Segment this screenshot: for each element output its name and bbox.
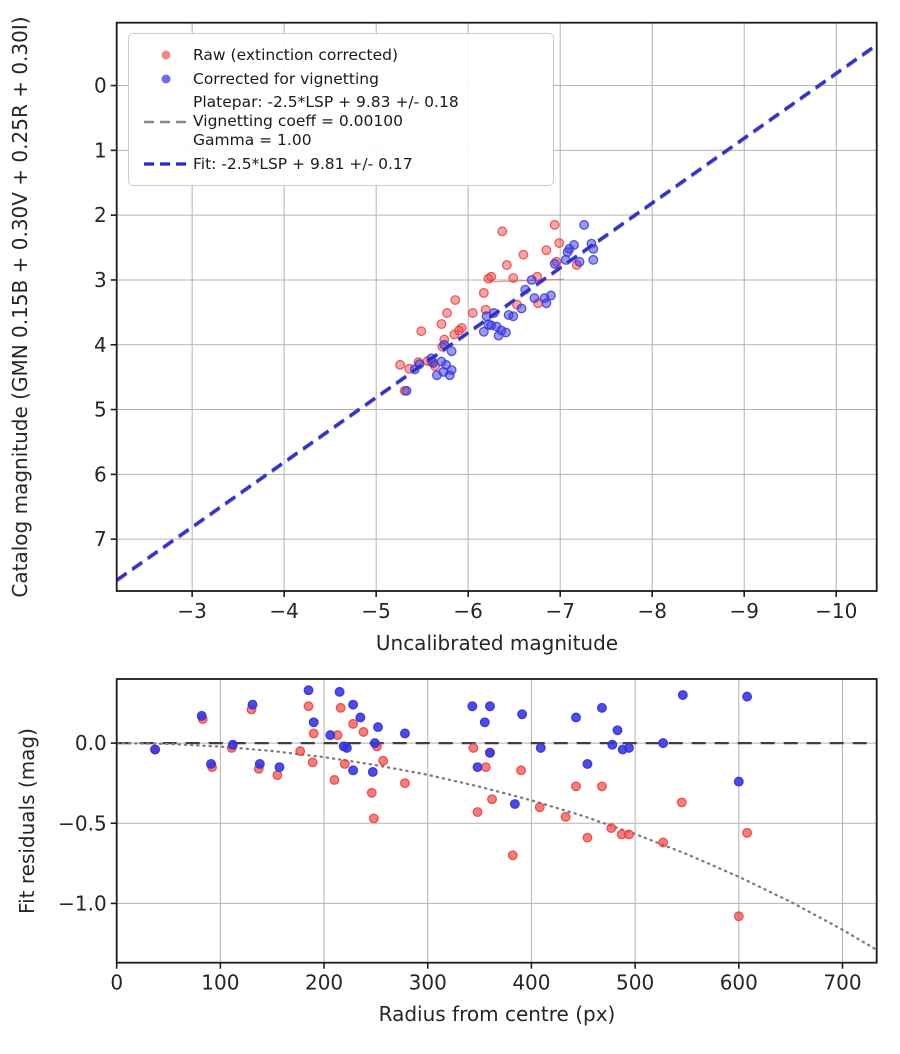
- corrected-residual-point: [536, 744, 545, 753]
- raw-residual-point: [743, 829, 752, 838]
- raw-residual-point: [330, 776, 339, 785]
- corrected-point: [547, 291, 556, 300]
- x-tick-label: −4: [269, 599, 299, 623]
- corrected-residual-point: [598, 704, 607, 713]
- corrected-point: [570, 241, 579, 250]
- raw-residual-point: [677, 798, 686, 807]
- raw-residual-point: [304, 702, 313, 711]
- bottom-xaxis-label: Radius from centre (px): [378, 1002, 616, 1026]
- raw-residual-point: [607, 824, 616, 833]
- corrected-point: [509, 312, 518, 321]
- raw-residual-point: [359, 728, 368, 737]
- legend-item-platepar: [139, 93, 543, 150]
- corrected-residual-point: [679, 691, 688, 700]
- corrected-residual-point: [326, 731, 335, 740]
- fit-line-swatch: [139, 160, 193, 168]
- corrected-point: [550, 259, 559, 268]
- corrected-residual-point: [625, 744, 634, 753]
- blue-dot-icon: [159, 72, 173, 86]
- x-tick-label: 100: [201, 970, 240, 995]
- corrected-residual-point: [335, 688, 344, 697]
- legend-label-platepar: [193, 93, 459, 150]
- raw-point: [542, 246, 551, 255]
- corrected-residual-point: [304, 686, 313, 695]
- raw-point: [417, 327, 426, 336]
- axes-spines: [117, 679, 877, 963]
- raw-residual-point: [309, 729, 318, 738]
- platepar-line-3: Gamma = 1.00: [193, 131, 312, 150]
- x-tick-label: −9: [729, 599, 759, 623]
- raw-residual-point: [273, 771, 282, 780]
- corrected-residual-point: [229, 740, 238, 749]
- corrected-residual-point: [486, 748, 495, 757]
- corrected-residual-point: [356, 713, 365, 722]
- y-tick-label: 6: [93, 462, 107, 487]
- platepar-line-swatch: [139, 119, 193, 125]
- raw-point: [396, 361, 405, 370]
- bottom-yaxis-label: Fit residuals (mag): [15, 728, 39, 914]
- raw-point: [451, 296, 460, 305]
- corrected-residual-point: [343, 744, 352, 753]
- raw-point: [555, 239, 564, 248]
- corrected-residual-point: [659, 739, 668, 748]
- corrected-point: [502, 328, 511, 337]
- top-xaxis-label: Uncalibrated magnitude: [375, 631, 619, 655]
- raw-residual-point: [349, 720, 358, 729]
- legend-label-corrected: Corrected for vignetting: [193, 70, 379, 89]
- corrected-residual-point: [735, 777, 744, 786]
- corrected-point: [447, 366, 456, 375]
- corrected-residual-point: [207, 760, 216, 769]
- x-tick-label: −8: [637, 599, 667, 623]
- y-tick-label: −0.5: [58, 811, 107, 836]
- raw-residual-point: [401, 779, 410, 788]
- corrected-point: [530, 294, 539, 303]
- x-tick-label: −5: [361, 599, 391, 623]
- y-tick-label: 2: [93, 203, 107, 228]
- raw-residual-point: [370, 814, 379, 823]
- raw-residual-point: [625, 830, 634, 839]
- blue-dashed-line-icon: [143, 160, 189, 168]
- legend-item-fit: [139, 154, 543, 174]
- raw-point: [498, 227, 507, 236]
- legend-item-corrected: [139, 69, 543, 89]
- corrected-point: [527, 276, 536, 285]
- corrected-point: [589, 256, 598, 265]
- raw-residual-point: [659, 838, 668, 847]
- raw-residual-point: [572, 782, 581, 791]
- raw-point: [457, 324, 466, 333]
- corrected-residual-point: [743, 692, 752, 701]
- raw-residual-point: [379, 756, 388, 765]
- corrected-residual-point: [511, 800, 520, 809]
- vignetting-curve: [117, 743, 877, 950]
- y-tick-label: 0.0: [74, 731, 107, 756]
- raw-residual-point: [336, 704, 345, 713]
- corrected-residual-point: [572, 713, 581, 722]
- raw-residual-point: [308, 758, 317, 767]
- corrected-residual-point: [275, 763, 284, 772]
- x-tick-label: 600: [719, 970, 758, 995]
- corrected-point: [542, 299, 551, 308]
- y-tick-label: 5: [93, 397, 107, 422]
- top-yaxis-label: Catalog magnitude (GMN 0.15B + 0.30V + 0.25R + 0.30I): [8, 16, 32, 598]
- raw-residual-point: [367, 789, 376, 798]
- corrected-point: [517, 304, 526, 313]
- x-tick-label: 500: [616, 970, 655, 995]
- bottom-plot-frame: [58, 679, 877, 995]
- platepar-line-1: Platepar: -2.5*LSP + 9.83 +/- 0.18: [193, 93, 459, 112]
- raw-marker-swatch: [139, 48, 193, 62]
- corrected-residual-point: [368, 768, 377, 777]
- platepar-line-2: Vignetting coeff = 0.00100: [193, 112, 403, 131]
- corrected-residual-point: [480, 718, 489, 727]
- corrected-residual-point: [248, 700, 257, 709]
- raw-point: [487, 272, 496, 281]
- corrected-residual-point: [613, 726, 622, 735]
- y-tick-label: 4: [93, 332, 107, 357]
- raw-residual-point: [598, 782, 607, 791]
- corrected-marker-swatch: [139, 72, 193, 86]
- y-tick-label: 7: [93, 527, 107, 552]
- raw-point: [480, 289, 489, 298]
- raw-point: [550, 221, 559, 230]
- x-tick-label: 300: [408, 970, 447, 995]
- raw-residual-point: [735, 912, 744, 921]
- raw-point: [509, 274, 518, 283]
- corrected-residual-point: [309, 718, 318, 727]
- corrected-residual-point: [608, 740, 617, 749]
- x-tick-label: −3: [177, 599, 207, 623]
- corrected-point: [402, 386, 411, 395]
- corrected-residual-point: [486, 702, 495, 711]
- bottom-plot: [117, 686, 877, 950]
- y-tick-label: 1: [93, 138, 107, 163]
- y-tick-label: −1.0: [58, 891, 107, 916]
- corrected-residual-point: [401, 729, 410, 738]
- corrected-residual-point: [468, 702, 477, 711]
- raw-residual-point: [561, 813, 570, 822]
- y-tick-label: 3: [93, 267, 107, 292]
- raw-residual-point: [508, 851, 517, 860]
- raw-point: [468, 309, 477, 318]
- y-tick-label: 0: [93, 73, 107, 98]
- legend-item-raw: [139, 45, 543, 65]
- raw-point: [437, 320, 446, 329]
- x-tick-label: 0: [110, 970, 124, 995]
- corrected-residual-point: [371, 739, 380, 748]
- x-tick-label: −10: [815, 599, 858, 623]
- raw-point: [519, 250, 528, 259]
- x-tick-label: −6: [453, 599, 483, 623]
- raw-residual-point: [583, 833, 592, 842]
- x-tick-label: 700: [823, 970, 862, 995]
- raw-residual-point: [535, 803, 544, 812]
- corrected-residual-point: [473, 763, 482, 772]
- x-tick-label: −7: [545, 599, 575, 623]
- raw-residual-point: [482, 763, 491, 772]
- raw-residual-point: [341, 760, 350, 769]
- red-dot-icon: [159, 48, 173, 62]
- legend-label-raw: Raw (extinction corrected): [193, 46, 399, 64]
- corrected-residual-point: [349, 766, 358, 775]
- corrected-residual-point: [197, 712, 206, 721]
- corrected-residual-point: [518, 710, 527, 719]
- raw-residual-point: [296, 747, 305, 756]
- raw-residual-point: [473, 808, 482, 817]
- corrected-residual-point: [583, 760, 592, 769]
- corrected-residual-point: [349, 700, 358, 709]
- gray-dashed-line-icon: [143, 119, 189, 125]
- raw-point: [503, 261, 512, 270]
- raw-residual-point: [469, 744, 478, 753]
- x-tick-label: 200: [304, 970, 344, 995]
- raw-point: [443, 309, 452, 318]
- raw-residual-point: [517, 766, 526, 775]
- corrected-residual-point: [151, 745, 160, 754]
- corrected-point: [580, 221, 589, 230]
- legend-label-fit: Fit: -2.5*LSP + 9.81 +/- 0.17: [193, 155, 413, 174]
- raw-residual-point: [488, 795, 497, 804]
- x-tick-label: 400: [512, 970, 551, 995]
- corrected-residual-point: [255, 760, 264, 769]
- corrected-residual-point: [374, 723, 383, 732]
- bottom-plot-grid: [117, 679, 877, 963]
- legend: [128, 33, 554, 186]
